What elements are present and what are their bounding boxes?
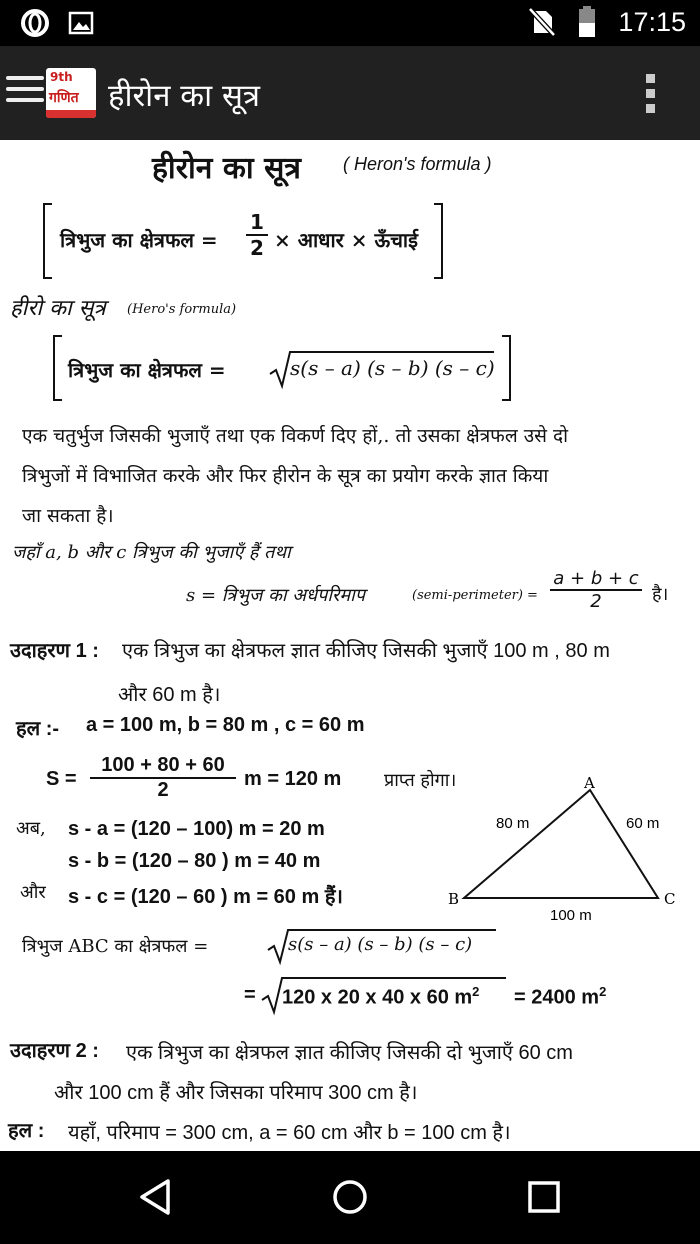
example2-solution-text: यहाँ, परिमाप = 300 cm, a = 60 cm और b = 100 cm है।	[68, 1122, 511, 1144]
image-icon	[68, 10, 94, 36]
s-calc-fraction	[90, 754, 236, 802]
triangle-abc-diagram	[440, 770, 690, 930]
side-ab-label: 80 m	[496, 815, 530, 832]
example1-solution-values: a = 100 m, b = 80 m , c = 60 m	[86, 714, 365, 736]
s-definition-fraction	[550, 568, 642, 612]
formula1-denominator: 2	[250, 236, 264, 260]
clock: 17:15	[618, 6, 686, 37]
example1-label: उदाहरण 1 :	[10, 640, 99, 662]
content-image	[0, 140, 700, 1151]
hamburger-menu-icon[interactable]	[6, 76, 44, 106]
s-definition-end: है।	[652, 584, 669, 605]
area-eq: =	[244, 984, 256, 1006]
opera-icon	[20, 8, 50, 38]
side-bc-label: 100 m	[550, 907, 592, 924]
formula1-numerator: 1	[250, 210, 264, 234]
back-icon[interactable]	[136, 1175, 176, 1219]
s-calc-numerator: 100 + 80 + 60	[101, 754, 225, 776]
logo-label: गणित	[49, 90, 79, 106]
page-heading-en: ( Heron's formula )	[343, 154, 492, 174]
navigation-bar	[0, 1151, 700, 1244]
s-definition-left: s = त्रिभुज का अर्धपरिमाप	[186, 585, 366, 606]
side-ac-label: 60 m	[626, 815, 660, 832]
area-result-sup: 2	[599, 984, 607, 999]
paragraph-line-2: त्रिभुजों में विभाजित करके और फिर हीरोन के सूत्र का प्रयोग करके ज्ञात किया	[22, 465, 549, 487]
app-logo[interactable]	[46, 68, 96, 118]
example2-solution-label: हल :	[8, 1120, 45, 1142]
example2-label: उदाहरण 2 :	[10, 1040, 99, 1062]
hero-label-en: (Hero's formula)	[127, 302, 237, 317]
page-heading: हीरोन का सूत्र	[152, 151, 301, 186]
recents-icon[interactable]	[524, 1175, 564, 1219]
step-2: s - b = (120 – 80 ) m = 40 m	[68, 850, 321, 872]
home-icon[interactable]	[330, 1175, 370, 1219]
s-definition-en: (semi-perimeter) =	[412, 588, 538, 603]
overflow-menu-icon[interactable]	[646, 74, 656, 114]
status-bar	[0, 0, 700, 46]
example1-line-2: और 60 m है।	[118, 684, 221, 706]
example1-solution-label: हल :-	[16, 718, 60, 740]
formula1-fraction	[246, 210, 268, 260]
battery-icon	[578, 6, 596, 38]
s-definition-numerator: a + b + c	[553, 568, 639, 589]
s-calc-denominator: 2	[157, 779, 169, 801]
formula2-radicand: s(s – a) (s – b) (s – c)	[290, 356, 495, 380]
area-radicand-2: 120 x 20 x 40 x 60 $m^2$	[282, 984, 480, 1009]
step-3: s - c = (120 – 60 ) m = 60 m हैं।	[68, 886, 344, 908]
area-result: = 2400 $m^2$	[514, 984, 607, 1009]
where-line: जहाँ a, b और c त्रिभुज की भुजाएँ हैं तथा	[12, 542, 291, 563]
paragraph-line-3: जा सकता है।	[22, 505, 114, 527]
example1-line-1: एक त्रिभुज का क्षेत्रफल ज्ञात कीजिए जिसकी भुजाएँ 100 m , 80 m	[122, 640, 610, 662]
app-title: हीरोन का सूत्र	[108, 78, 261, 114]
example2-line-1: एक त्रिभुज का क्षेत्रफल ज्ञात कीजिए जिसकी दो भुजाएँ 60 cm	[126, 1042, 573, 1064]
vertex-a-label: A	[584, 774, 595, 792]
s-calc-left: S =	[46, 768, 77, 790]
s-definition-denominator: 2	[590, 591, 602, 612]
no-sim-icon	[528, 7, 556, 37]
vertex-c-label: C	[664, 890, 676, 908]
vertex-b-label: B	[448, 890, 460, 908]
formula1-right: × आधार × ऊँचाई	[274, 228, 418, 252]
hero-label: हीरो का सूत्र	[10, 296, 106, 321]
example2-line-2: और 100 cm हैं और जिसका परिमाप 300 cm है।	[54, 1082, 418, 1104]
area-radicand: s(s – a) (s – b) (s – c)	[288, 934, 473, 955]
area-radicand-2-sup: 2	[472, 984, 480, 999]
formula2-left: त्रिभुज का क्षेत्रफल =	[68, 358, 226, 382]
step-aur: और	[20, 882, 46, 903]
paragraph-line-1: एक चतुर्भुज जिसकी भुजाएँ तथा एक विकर्ण दिए हों,. तो उसका क्षेत्रफल उसे दो	[22, 425, 569, 447]
app-bar	[0, 46, 700, 140]
formula1-left: त्रिभुज का क्षेत्रफल =	[60, 228, 218, 252]
area-label: त्रिभुज ABC का क्षेत्रफल =	[22, 936, 209, 957]
logo-superscript: 9th	[50, 70, 73, 84]
step-1: s - a = (120 – 100) m = 20 m	[68, 818, 325, 840]
s-calc-right: m = 120 m	[244, 768, 342, 790]
step-ab: अब,	[16, 818, 46, 839]
triangle-shape	[464, 790, 658, 898]
s-calc-suffix: प्राप्त होगा।	[384, 770, 457, 791]
